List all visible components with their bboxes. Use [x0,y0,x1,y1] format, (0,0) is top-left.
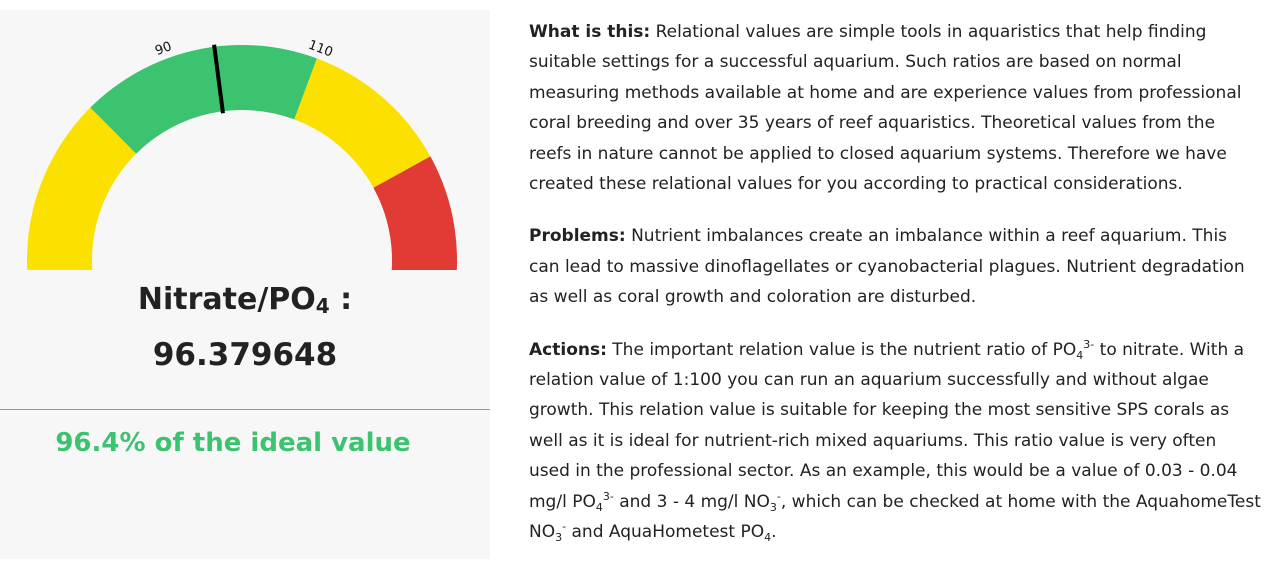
metric-value: 96.379648 [152,337,338,373]
problems-paragraph: Problems: Nutrient imbalances create an imbalance within a reef aquarium. This can lead to massive dinoflagellates or cyanobacterial plagues. Nutrient degradation as well as coral growth and coloration are disturbed. [529,226,1245,308]
divider [0,409,490,410]
info-panel [529,17,1261,570]
problems-label: Problems: [529,226,626,247]
nitrate-po4-gauge [0,10,490,270]
actions-paragraph: Actions: The important relation value is the nutrient ratio of $PO_4^{3-}$ to nitrate. With a relation value of 1:100 you can run an aquarium successfully and without algae growth. This relation value is suitable for keeping the most sensitive SPS corals as well as it is ideal for nutrient-rich mixed aquariums. This ratio value is very often used in the professional sector. As an example, this would be a value of 0.03 - 0.04 mg/l $PO_4^{3-}$ and 3 - 4 mg/l $NO_3^-$, which can be checked at home with the AquahomeTest $NO_3^-$ and AquaHometest $PO_4$. [529,337,1261,545]
metric-name: Nitrate/$PO_4$ : [137,282,353,318]
actions-label: Actions: [529,339,607,360]
gauge-panel [0,10,490,559]
what-is-this-label: What is this: [529,22,651,42]
gauge-tick-label: 90 [153,39,174,60]
gauge-tick-label: 110 [306,37,335,61]
ideal-percentage: 96.4% of the ideal value [55,428,411,458]
gauge-band-2 [90,45,317,154]
what-is-this-paragraph: What is this: Relational values are simple tools in aquaristics that help finding suitable settings for a successful aquarium. Such ratios are based on normal measuring methods available at home and are experience values from professional coral breeding and over 35 years of reef aquaristics. Theoretical values from the reefs in nature cannot be applied to closed aquarium systems. Therefore we have created these relational values for you according to practical considerations. [529,22,1242,195]
